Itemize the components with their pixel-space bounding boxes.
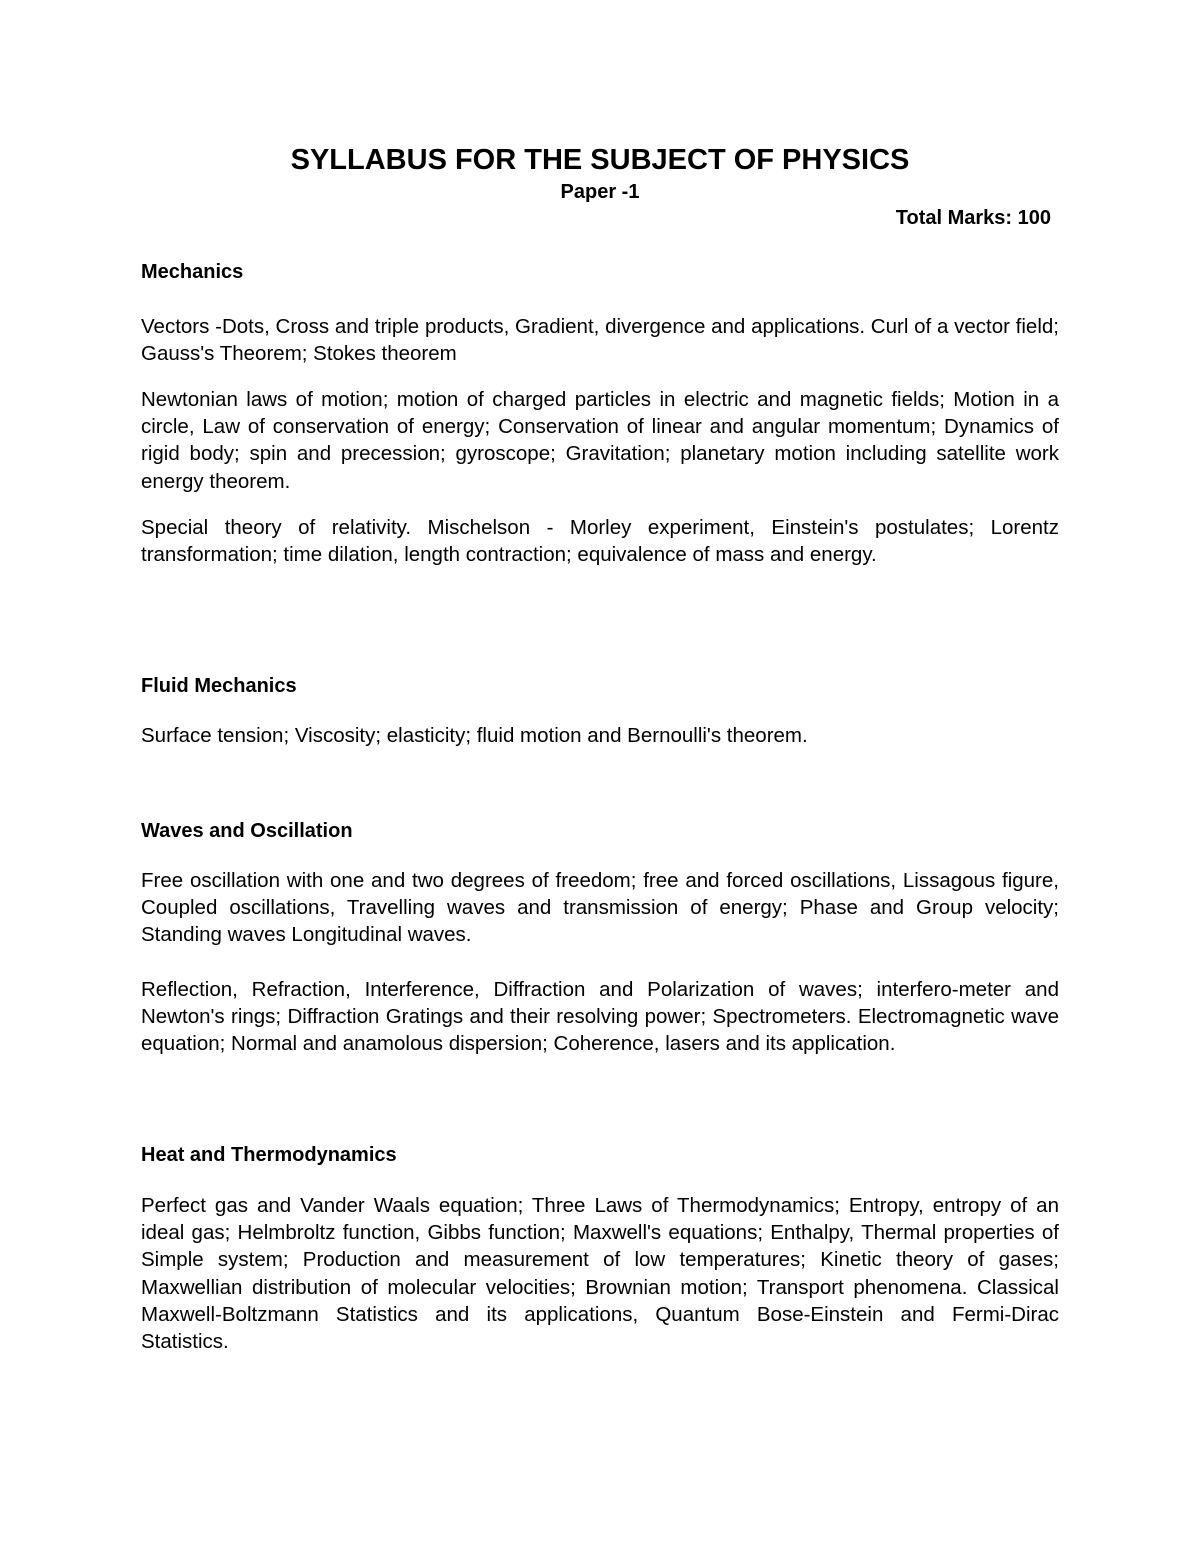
- total-marks: Total Marks: 100: [895, 207, 1051, 229]
- section-heading-fluid-mechanics: Fluid Mechanics: [141, 675, 297, 697]
- document-title: SYLLABUS FOR THE SUBJECT OF PHYSICS: [290, 144, 910, 176]
- section-heading-mechanics: Mechanics: [141, 261, 244, 283]
- paragraph-oscillation: Free oscillation with one and two degrees of freedom; free and forced oscillations, Lissagous figure, Coupled oscillations, Travelling waves and transmission of energy; Phase and Group velocity; Standing waves Longitudinal waves.: [141, 869, 1059, 947]
- paragraph-fluid: Surface tension; Viscosity; elasticity; fluid motion and Bernoulli's theorem.: [141, 724, 808, 747]
- section-heading-waves: Waves and Oscillation: [141, 820, 353, 842]
- paragraph-thermodynamics: Perfect gas and Vander Waals equation; Three Laws of Thermodynamics; Entropy, entropy of an ideal gas; Helmbroltz function, Gibbs function; Maxwell's equations; Enthalpy, Thermal properties of Simple system; Production and measurement of low temperatures; Kinetic theory of gases; Maxwellian distribution of molecular velocities; Brownian motion; Transport phenomena. Classical Maxwell-Boltzmann Statistics and its applications, Quantum Bose-Einstein and Fermi-Dirac Statistics.: [141, 1194, 1059, 1354]
- paragraph-newtonian-laws: Newtonian laws of motion; motion of charged particles in electric and magnetic fields; Motion in a circle, Law of conservation of energy; Conservation of linear and angular momentum; Dynamics of rigid body; spin and precession; gyroscope; Gravitation; planetary motion including satellite work energy theorem.: [141, 388, 1059, 493]
- paragraph-reflection: Reflection, Refraction, Interference, Diffraction and Polarization of waves; interfero-meter and Newton's rings; Diffraction Gratings and their resolving power; Spectrometers. Electromagnetic wave equation; Normal and anamolous dispersion; Coherence, lasers and its application.: [141, 978, 1059, 1056]
- paper-number: Paper -1: [560, 181, 640, 203]
- paragraph-vectors: Vectors -Dots, Cross and triple products, Gradient, divergence and applications. Curl of a vector field; Gauss's Theorem; Stokes theorem: [141, 315, 1059, 366]
- section-heading-heat: Heat and Thermodynamics: [141, 1144, 397, 1166]
- document-page: [141, 0, 1059, 1553]
- paragraph-relativity: Special theory of relativity. Mischelson - Morley experiment, Einstein's postulates; Lorentz transformation; time dilation, length contraction; equivalence of mass and energy.: [141, 516, 1059, 567]
